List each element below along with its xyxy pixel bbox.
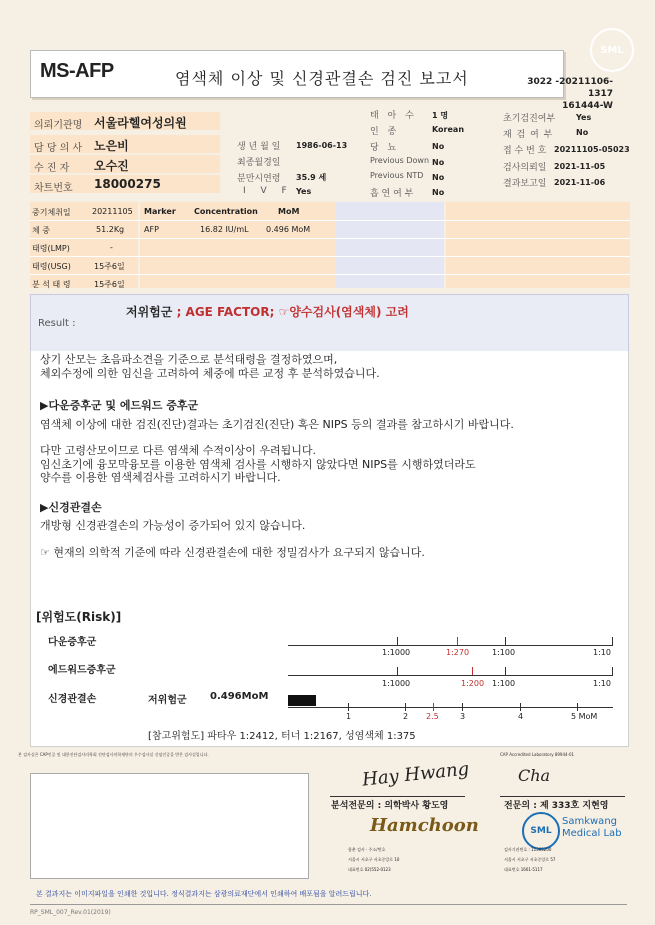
ivf-label: I V F [243, 186, 293, 196]
smoking-value: No [432, 188, 445, 197]
down-scale-line [288, 645, 613, 646]
dob-value: 1986-06-13 [296, 141, 348, 150]
mom-tick-6 [577, 703, 578, 711]
specialist-signature: Cha [518, 766, 551, 785]
weight-value: 51.2Kg [96, 225, 125, 234]
paragraph-4: 개방형 신경관결손의 가능성이 증가되어 있지 않습니다. [40, 519, 306, 532]
ntd-group: 저위험군 [148, 695, 187, 706]
specialist-sign-line [500, 796, 625, 797]
analyst-name: 분석전문의 : 의학박사 황도영 [331, 801, 449, 811]
report-code: MS-AFP [40, 60, 114, 82]
diabetes-label: 당 뇨 [370, 143, 400, 153]
measurement-table [30, 202, 630, 290]
hamchoon-logo: Hamchoon [370, 815, 479, 836]
reference-risk: [참고위험도] 파타우 1:2412, 터너 1:2167, 성염색체 1:375 [148, 731, 416, 742]
initial-value: Yes [576, 113, 592, 122]
recheck-value: No [576, 128, 589, 137]
result-prefix: 저위험군 [126, 305, 173, 319]
mom-tick-3 [433, 703, 434, 711]
result-label: Result : [38, 318, 76, 329]
edwards-tick-label-2: 1:200 [461, 679, 485, 688]
prev-down-value: No [432, 158, 445, 167]
down-tick-3 [505, 637, 506, 645]
examinee-value: 오수진 [94, 159, 129, 173]
lab1-line1: 함춘 검사 · 주소/번호 [348, 847, 386, 852]
document-id: 3022 -20211106-1317 161444-W [527, 77, 613, 111]
edwards-tick-label-1: 1:1000 [382, 679, 411, 688]
paragraph-5: ☞ 현재의 의학적 기준에 따라 신경관결손에 대한 정밀검사가 요구되지 않습니다. [40, 546, 425, 559]
edwards-tick-label-4: 1:10 [593, 679, 611, 688]
paragraph-2: 염색체 이상에 대한 검진(진단)결과는 초기검진(진단) 혹은 NIPS 등의 결과를 참고하시기 바랍니다. [40, 418, 514, 431]
report-title: 염색체 이상 및 신경관결손 검진 보고서 [175, 69, 469, 88]
smoking-label: 흡 연 여 부 [370, 189, 414, 199]
weigh-date-value: 20211105 [92, 207, 133, 216]
prev-ntd-value: No [432, 173, 445, 182]
analysis-label: 분 석 태 령 [32, 280, 71, 289]
chart-value: 18000275 [94, 177, 161, 191]
mom-value: 0.496 MoM [266, 225, 311, 234]
doctor-label: 담 당 의 사 [34, 143, 83, 154]
footer-divider [30, 904, 627, 905]
edwards-tick-label-3: 1:100 [492, 679, 516, 688]
weigh-date-label: 중기체취일 [32, 208, 71, 217]
down-tick-label-3: 1:100 [492, 648, 516, 657]
diabetes-value: No [432, 142, 445, 151]
report-date-value: 2021-11-06 [554, 178, 606, 187]
paragraph-1b: 체외수정에 의한 임신을 고려하여 체중에 따른 교정 후 분석하였습니다. [40, 367, 380, 380]
cap-note-left: 본 검사실은 CAP인증 및 대한진단검사의학회 진단검사의학재단의 우수검사실 신임인증을 받은 검사실입니다. [18, 752, 209, 757]
receipt-value: 20211105-05023 [554, 145, 630, 154]
down-tick-label-2: 1:270 [446, 648, 470, 657]
ntd-mom-bar [288, 695, 316, 706]
prev-down-label: Previous Down [370, 156, 430, 165]
fetus-label: 태 아 수 [370, 111, 417, 121]
analysis-value: 15주6일 [94, 280, 125, 289]
mom-header: MoM [278, 207, 300, 216]
doctor-value: 노은비 [94, 139, 129, 153]
lab2-line1: 검사기관번호 : 11365200 [504, 847, 552, 852]
mom-tick-label-1: 1 [346, 712, 352, 721]
age-label: 분만시연령 [237, 174, 281, 184]
prev-ntd-label: Previous NTD [370, 171, 424, 180]
lab1-line3: 대표번호 02)552-0123 [348, 867, 391, 872]
receipt-label: 접 수 번 호 [503, 146, 547, 156]
edwards-label: 에드워드증후군 [48, 665, 116, 676]
marker-value: AFP [144, 225, 159, 234]
race-label: 인 종 [370, 127, 400, 137]
usg-value: 15주6일 [94, 262, 125, 271]
result-text [126, 303, 409, 320]
mom-tick-2 [405, 703, 406, 711]
institution-label: 의뢰기관명 [34, 120, 83, 131]
form-code: RP_SML_007_Rev.01(2019) [30, 909, 111, 916]
lab1-line2: 서울시 서초구 서초중앙로 10 [348, 857, 400, 862]
risk-title: [위험도(Risk)] [36, 610, 122, 624]
sml-footer-logo: SML [522, 812, 560, 850]
heading-down-edwards: ▶다운증후군 및 에드워드 증후군 [40, 399, 199, 412]
edwards-tick-1 [397, 667, 398, 675]
examinee-label: 수 진 자 [34, 163, 70, 174]
sml-footer-name: Samkwang Medical Lab [562, 816, 622, 839]
usg-label: 태령(USG) [32, 262, 71, 271]
lmp-wk-value: - [110, 243, 113, 252]
edwards-scale-line [288, 675, 613, 676]
institution-value: 서울라헬여성의원 [94, 116, 187, 130]
mom-tick-4 [462, 703, 463, 711]
concentration-header: Concentration [194, 207, 258, 216]
sml-logo: SML [590, 28, 634, 72]
edwards-tick-2 [472, 667, 473, 675]
ntd-label: 신경관결손 [48, 694, 97, 705]
notes-box [30, 773, 309, 879]
down-label: 다운증후군 [48, 637, 97, 648]
down-tick-4 [612, 637, 613, 645]
concentration-value: 16.82 IU/mL [200, 225, 249, 234]
down-tick-label-1: 1:1000 [382, 648, 411, 657]
lab2-line3: 대표번호 1661-5117 [504, 867, 543, 872]
report-date-label: 결과보고일 [503, 179, 547, 189]
down-tick-1 [397, 637, 398, 645]
marker-header: Marker [144, 207, 176, 216]
lab2-line2: 서울시 서초구 서초중앙로 57 [504, 857, 556, 862]
down-tick-2 [457, 637, 458, 645]
fetus-value: 1 명 [432, 111, 449, 120]
dob-label: 생 년 월 일 [237, 142, 281, 152]
edwards-tick-4 [612, 667, 613, 675]
print-notice: 본 결과지는 이미지파일을 인쇄한 것입니다. 정식결과지는 삼광의료재단에서 인쇄하여 배포됨을 알려드립니다. [36, 890, 372, 898]
cap-note-right: CAP Accredited Laboratory 89944-01 [500, 752, 575, 757]
ntd-value: 0.496MoM [210, 691, 269, 702]
paragraph-3b: 임신초기에 융모막융모를 이용한 염색체 검사를 시행하지 않았다면 NIPS를 시행하였더라도 [40, 458, 476, 471]
mom-tick-label-2: 2 [403, 712, 409, 721]
analyst-sign-line [330, 796, 465, 797]
analyst-signature: Hay Hwang [361, 758, 471, 791]
chart-label: 차트번호 [34, 183, 73, 194]
recheck-label: 재 검 여 부 [503, 130, 554, 140]
lmp-wk-label: 태령(LMP) [32, 244, 70, 253]
lmp-label: 최종월경일 [237, 158, 281, 168]
mom-scale-line [288, 707, 613, 708]
edwards-tick-3 [505, 667, 506, 675]
initial-label: 초기검진여부 [503, 114, 556, 124]
heading-ntd: ▶신경관결손 [40, 501, 102, 514]
mom-tick-label-5: 4 [518, 712, 524, 721]
ivf-value: Yes [296, 187, 312, 196]
paragraph-1a: 상기 산모는 초음파소견을 기준으로 분석태령을 결정하였으며, [40, 353, 338, 366]
down-tick-label-4: 1:10 [593, 648, 611, 657]
mom-tick-label-3: 2.5 [426, 712, 439, 721]
paragraph-3c: 양수를 이용한 염색체검사를 고려하시기 바랍니다. [40, 471, 281, 484]
weight-label: 체 중 [32, 226, 50, 235]
paragraph-3a: 다만 고령산모이므로 다른 염색체 수적이상이 우려됩니다. [40, 444, 317, 457]
mom-tick-5 [520, 703, 521, 711]
request-date-value: 2021-11-05 [554, 162, 606, 171]
mom-tick-label-6: 5 MoM [571, 712, 598, 721]
specialist-name: 전문의 : 제 333호 지현영 [504, 801, 609, 811]
race-value: Korean [432, 125, 465, 134]
age-value: 35.9 세 [296, 173, 327, 182]
mom-tick-label-4: 3 [460, 712, 466, 721]
result-highlight: ; AGE FACTOR; ☞양수검사(염색체) 고려 [176, 305, 409, 319]
mom-tick-1 [348, 703, 349, 711]
request-date-label: 검사의뢰일 [503, 163, 547, 173]
